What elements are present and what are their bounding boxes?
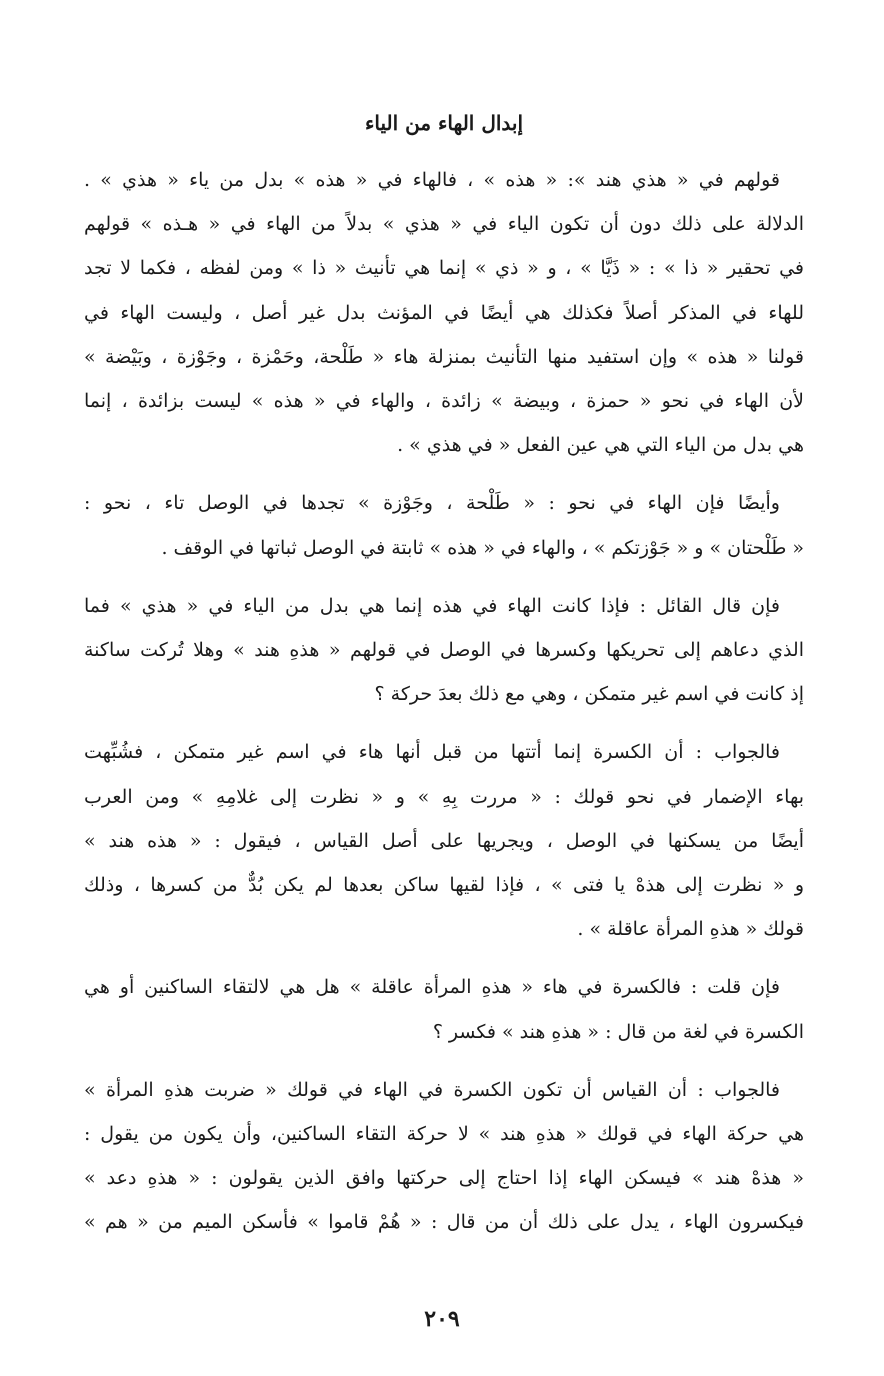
text-line: الدلالة على ذلك دون أن تكون الياء في « هذي » بدلاً من الهاء في « هـذه » قولهم xyxy=(84,213,804,236)
paragraph-2 xyxy=(84,481,804,569)
text-line: و « نظرت إلى هذهْ يا فتى » ، فإذا لقيها ساكن بعدها لم يكن بُدٌّ من كسرها ، وذلك xyxy=(84,874,804,897)
text-line: هي حركة الهاء في قولك « هذهِ هند » لا حركة التقاء الساكنين، وأن يكون من يقول : xyxy=(84,1123,804,1146)
paragraph-5 xyxy=(84,965,804,1053)
page-number: ٢٠٩ xyxy=(424,1306,460,1332)
paragraph-4 xyxy=(84,730,804,951)
text-line: أيضًا من يسكنها في الوصل ، ويجريها على أصل القياس ، فيقول : « هذه هند » xyxy=(84,829,804,852)
paragraph-1 xyxy=(84,158,804,467)
text-line: فإن قلت : فالكسرة في هاء « هذهِ المرأة عاقلة » هل هي لالتقاء الساكنين أو هي xyxy=(84,976,780,999)
text-line: للهاء في المذكر أصلاً فكذلك هي أيضًا في المؤنث بدل غير أصل ، وليست الهاء في xyxy=(84,301,804,324)
text-line: بهاء الإضمار في نحو قولك : « مررت بِهِ » و « نظرت إلى غلامِهِ » ومن العرب xyxy=(84,785,804,808)
page-title: إبدال الهاء من الياء xyxy=(364,111,524,135)
text-line: قولهم في « هذي هند »: « هذه » ، فالهاء في « هذه » بدل من ياء « هذي » . xyxy=(84,169,780,191)
text-line: قولك « هذهِ المرأة عاقلة » . xyxy=(577,918,804,941)
text-line: قولنا « هذه » وإن استفيد منها التأنيث بمنزلة هاء « طَلْحة، وحَمْزة ، وجَوْزة ، وبَيْضة » xyxy=(84,345,804,368)
text-line: الكسرة في لغة من قال : « هذهِ هند » فكسر ؟ xyxy=(432,1020,804,1043)
text-line: فالجواب : أن القياس أن تكون الكسرة في الهاء في قولك « ضربت هذهِ المرأة » xyxy=(84,1078,780,1101)
text-line: فإن قال القائل : فإذا كانت الهاء في هذه إنما هي بدل من الياء في « هذي » فما xyxy=(84,594,780,617)
page-body xyxy=(84,108,804,1259)
text-line: لأن الهاء في نحو « حمزة ، وبيضة » زائدة ، والهاء في « هذه » ليست بزائدة ، إنما xyxy=(84,390,804,413)
text-line: « هذهْ هند » فيسكن الهاء إذا احتاج إلى حركتها وافق الذين يقولون : « هذهِ دعد » xyxy=(84,1167,804,1190)
text-line: في تحقير « ذا » : « ذَيَّا » ، و « ذي » إنما هي تأنيث « ذا » ومن لفظه ، فكما لا تجد xyxy=(84,257,804,280)
text-line: إذ كانت في اسم غير متمكن ، وهي مع ذلك بعدَ حركة ؟ xyxy=(374,683,804,706)
text-line: الذي دعاهم إلى تحريكها وكسرها في الوصل في قولهم « هذهِ هند » وهلا تُركت ساكنة xyxy=(84,639,804,662)
text-line: « طَلْحتان » و « جَوْزتكم » ، والهاء في « هذه » ثابتة في الوصل ثباتها في الوقف . xyxy=(161,536,804,559)
paragraph-6 xyxy=(84,1068,804,1245)
text-line: وأيضًا فإن الهاء في نحو : « طَلْحة ، وجَوْزة » تجدها في الوصل تاء ، نحو : xyxy=(84,492,780,515)
text-line: فيكسرون الهاء ، يدل على ذلك أن من قال : « هُمْ قاموا » فأسكن الميم من « هم » xyxy=(84,1211,804,1234)
paragraph-3 xyxy=(84,584,804,717)
text-line: هي بدل من الياء التي هي عين الفعل « في هذي » . xyxy=(397,434,804,457)
text-line: فالجواب : أن الكسرة إنما أتتها من قبل أنها هاء في اسم غير متمكن ، فشُبِّهت xyxy=(84,741,780,764)
